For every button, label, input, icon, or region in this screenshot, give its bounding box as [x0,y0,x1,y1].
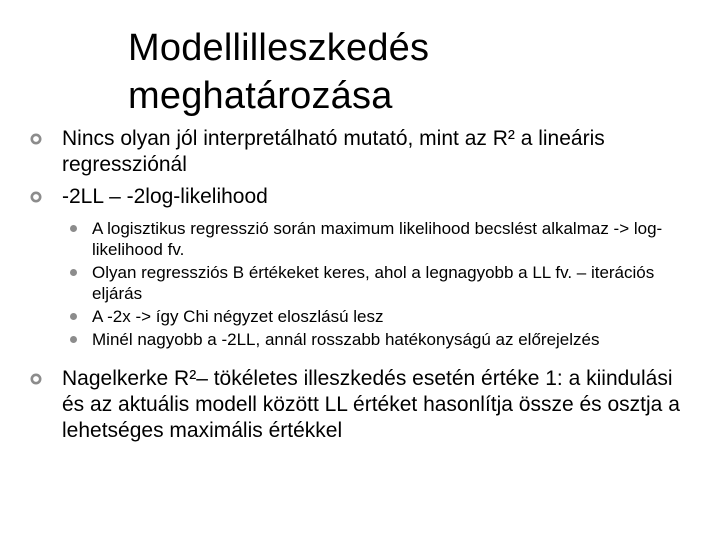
bullet-text: Nincs olyan jól interpretálható mutató, mint az R² a lineáris regressziónál [62,127,605,176]
slide-title [128,24,688,120]
sub-bullet-item-1 [30,218,700,260]
bullet-item-1 [30,126,700,178]
sub-bullet-text: A -2x -> így Chi négyzet eloszlású lesz [92,307,384,326]
sub-bullet-text: A logisztikus regresszió során maximum likelihood becslést alkalmaz -> log-likelihood fv. [92,219,663,259]
slide-title-line-1: Modellilleszkedés [128,27,430,69]
ring-bullet-icon [30,191,42,203]
slide-title-line-2: meghatározása [128,75,393,117]
sub-bullet-list [30,218,700,350]
sub-bullet-text: Minél nagyobb a -2LL, annál rosszabb hatékonyságú az előrejelzés [92,330,600,349]
bullet-text: Nagelkerke R²– tökéletes illeszkedés esetén értéke 1: a kiindulási és az aktuális modell között LL értéket hasonlítja össze és osztja a lehetséges maximális értékkel [62,367,680,442]
dot-bullet-icon [70,269,77,276]
sub-bullet-item-3 [30,306,700,327]
bullet-item-2 [30,184,700,210]
dot-bullet-icon [70,313,77,320]
sub-bullet-item-4 [30,329,700,350]
slide-body [30,126,700,444]
ring-bullet-icon [30,373,42,385]
sub-bullet-item-2 [30,262,700,304]
ring-bullet-icon [30,133,42,145]
bullet-text: -2LL – -2log-likelihood [62,185,268,208]
sub-bullet-text: Olyan regressziós B értékeket keres, ahol a legnagyobb a LL fv. – iterációs eljárás [92,263,655,303]
dot-bullet-icon [70,225,77,232]
dot-bullet-icon [70,336,77,343]
bullet-item-3 [30,366,700,444]
